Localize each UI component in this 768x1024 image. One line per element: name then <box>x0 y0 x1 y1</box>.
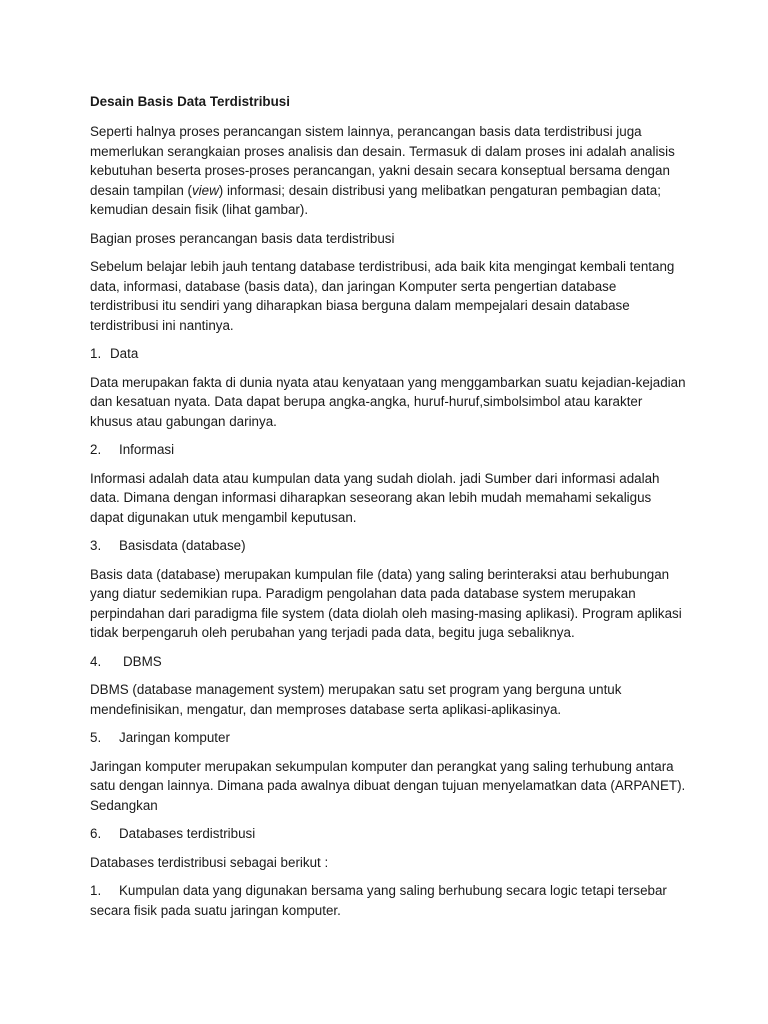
overview-paragraph: Sebelum belajar lebih jauh tentang database terdistribusi, ada baik kita mengingat kembali tentang data, informasi, database (basis data), dan jaringan Komputer serta pengertian database terdistribusi itu sendiri yang diharapkan biasa berguna dalam mempejalari desain database terdistribusi ini nantinya. <box>90 259 675 333</box>
sub-item-number: 1. <box>90 883 102 898</box>
sub-item-text: Kumpulan data yang digunakan bersama yang saling berhubung secara logic tetapi tersebar secara fisik pada suatu jaringan komputer. <box>90 883 667 918</box>
section-heading-text: DBMS <box>123 653 162 669</box>
section-heading-text: Informasi <box>119 442 175 457</box>
section-number: 6. <box>90 826 102 841</box>
section-heading-text: Data <box>110 346 139 361</box>
section-heading-dbms <box>90 652 688 672</box>
section-number: 4. <box>90 653 102 669</box>
intro-text-start: Seperti halnya proses perancangan sistem lainnya, perancangan basis data terdistribusi juga memerlukan serangkaian proses analisis dan desain. Termasuk di dalam proses ini adalah analisis kebutuhan beserta proses-proses perancangan, yakni desain secara konseptual bersama dengan desain tampilan ( <box>90 124 675 198</box>
section-body-informasi: Informasi adalah data atau kumpulan data yang sudah diolah. jadi Sumber dari informasi adalah data. Dimana dengan informasi diharapkan seseorang akan lebih mudah memahami sekaligus dapat digunakan utuk mengambil keputusan. <box>90 470 660 525</box>
section-body-data: Data merupakan fakta di dunia nyata atau kenyataan yang menggambarkan suatu kejadian-kejadian dan kesatuan nyata. Data dapat berupa angka-angka, huruf-huruf,simbolsimbol atau karakter khusus atau gabungan darinya. <box>90 374 686 429</box>
section-number: 3. <box>90 538 102 553</box>
section-heading-databases-terdistribusi <box>90 824 688 844</box>
section-number: 5. <box>90 730 102 745</box>
section-heading-informasi <box>90 440 688 460</box>
section-heading-jaringan-komputer <box>90 728 688 748</box>
section-body-databases-terdistribusi: Databases terdistribusi sebagai berikut : <box>90 854 329 870</box>
section-body-dbms: DBMS (database management system) merupakan satu set program yang berguna untuk mendefinisikan, mengatur, dan memproses database serta aplikasi-aplikasinya. <box>90 682 622 717</box>
section-heading-text: Databases terdistribusi <box>119 826 256 841</box>
section-body-jaringan-komputer: Jaringan komputer merupakan sekumpulan komputer dan perangkat yang saling terhubung antara satu dengan lainnya. Dimana pada awalnya dibuat dengan tujuan menyelamatkan data (ARPANET). Sedangkan <box>90 758 686 813</box>
section-number: 2. <box>90 442 102 457</box>
section-heading-data <box>90 344 688 364</box>
document-title: Desain Basis Data Terdistribusi <box>90 94 290 109</box>
sub-list-item <box>90 881 688 920</box>
section-heading-text: Basisdata (database) <box>119 538 246 553</box>
section-body-basisdata: Basis data (database) merupakan kumpulan file (data) yang saling berinteraksi atau berhubungan yang diatur sedemikian rupa. Paradigm pengolahan data pada database system merupakan perpindahan dari paradigma file system (data diolah oleh masing-masing aplikasi). Program aplikasi tidak berpengaruh oleh perubahan yang terjadi pada data, begitu juga sebaliknya. <box>90 566 682 640</box>
intro-text-end: ) informasi; desain distribusi yang melibatkan pengaturan pembagian data; kemudian desain fisik (lihat gambar). <box>90 182 661 217</box>
intro-paragraph <box>90 122 688 220</box>
figure-caption: Bagian proses perancangan basis data terdistribusi <box>90 230 395 246</box>
intro-view-term: view <box>191 182 219 198</box>
section-number: 1. <box>90 346 102 361</box>
section-heading-basisdata <box>90 536 688 556</box>
section-heading-text: Jaringan komputer <box>119 730 230 745</box>
